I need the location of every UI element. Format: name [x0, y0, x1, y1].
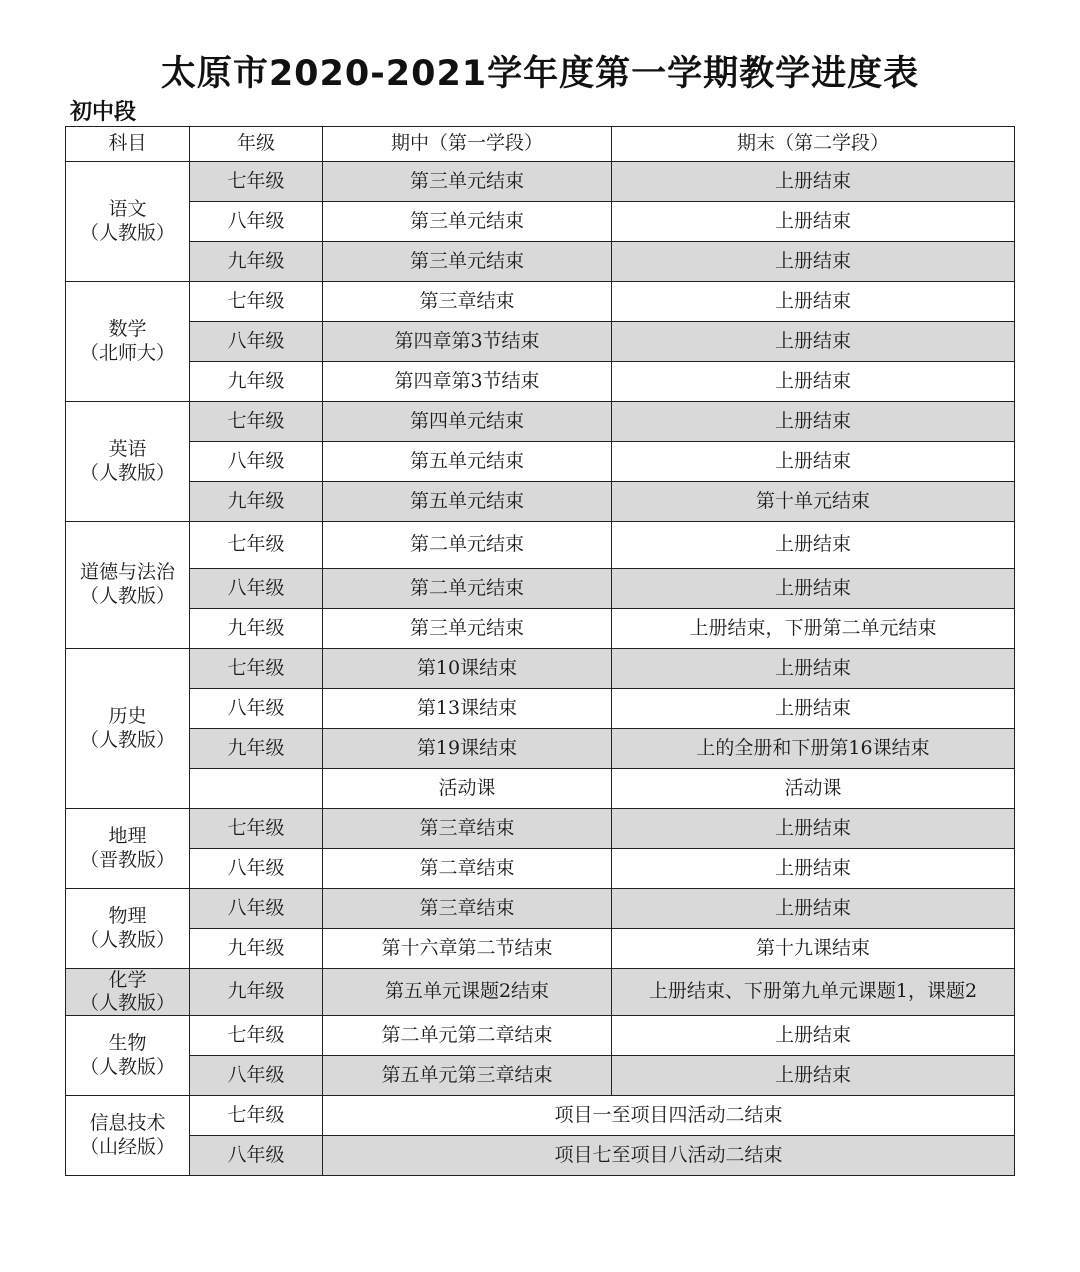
subject-name: 信息技术: [89, 1111, 166, 1134]
midterm-cell: 第三单元结束: [323, 609, 612, 649]
table-row: [66, 202, 1015, 242]
table-row: [66, 362, 1015, 402]
subject-edition: （人教版）: [79, 461, 175, 484]
header-final: 期末（第二学段）: [612, 127, 1015, 162]
final-cell: 活动课: [612, 769, 1015, 809]
final-cell: 上册结束、下册第九单元课题1，课题2: [612, 969, 1015, 1016]
table-row: [66, 769, 1015, 809]
grade-cell: 八年级: [190, 849, 323, 889]
subject-cell: [66, 889, 190, 969]
grade-cell: 八年级: [190, 1136, 323, 1176]
grade-cell: 八年级: [190, 202, 323, 242]
grade-cell: 九年级: [190, 362, 323, 402]
table-row: [66, 1016, 1015, 1056]
grade-cell: 七年级: [190, 1096, 323, 1136]
midterm-cell: 第四章第3节结束: [323, 322, 612, 362]
subject-name: 数学: [108, 317, 147, 340]
table-row: [66, 569, 1015, 609]
final-cell: 上册结束: [612, 1056, 1015, 1096]
table-row: [66, 689, 1015, 729]
grade-cell: 七年级: [190, 1016, 323, 1056]
subject-edition: （人教版）: [79, 221, 175, 244]
final-cell: 上册结束: [612, 849, 1015, 889]
page-title: 太原市2020-2021学年度第一学期教学进度表: [160, 54, 920, 94]
midterm-cell: 第四单元结束: [323, 402, 612, 442]
header-row: [66, 127, 1015, 162]
midterm-cell: 第19课结束: [323, 729, 612, 769]
midterm-cell: 第三单元结束: [323, 202, 612, 242]
grade-cell: 九年级: [190, 482, 323, 522]
grade-cell: [190, 769, 323, 809]
header-subject: 科目: [66, 127, 190, 162]
subject-name: 化学: [108, 969, 147, 992]
table-row: [66, 162, 1015, 202]
midterm-cell: 第二单元结束: [323, 569, 612, 609]
grade-cell: 九年级: [190, 729, 323, 769]
subject-edition: （人教版）: [79, 585, 175, 607]
midterm-cell: 第四章第3节结束: [323, 362, 612, 402]
subject-name: 历史: [108, 704, 147, 727]
subject-name: 地理: [108, 824, 147, 847]
subject-edition: （人教版）: [79, 728, 175, 751]
final-cell: 上册结束: [612, 242, 1015, 282]
subject-cell: [66, 649, 190, 809]
table-row: [66, 889, 1015, 929]
subject-cell: [66, 162, 190, 282]
subject-cell: [66, 522, 190, 649]
midterm-cell: 第二单元结束: [323, 522, 612, 569]
section-label: 初中段: [70, 100, 137, 125]
grade-cell: 八年级: [190, 569, 323, 609]
final-cell: 上册结束: [612, 689, 1015, 729]
midterm-cell: 第三单元结束: [323, 242, 612, 282]
header-grade: 年级: [190, 127, 323, 162]
grade-cell: 七年级: [190, 282, 323, 322]
final-cell: 第十单元结束: [612, 482, 1015, 522]
subject-cell: [66, 282, 190, 402]
grade-cell: 七年级: [190, 162, 323, 202]
table-row: [66, 649, 1015, 689]
grade-cell: 八年级: [190, 889, 323, 929]
grade-cell: 八年级: [190, 322, 323, 362]
table-row: [66, 849, 1015, 889]
grade-cell: 九年级: [190, 609, 323, 649]
final-cell: 上的全册和下册第16课结束: [612, 729, 1015, 769]
table-row: [66, 482, 1015, 522]
grade-cell: 七年级: [190, 649, 323, 689]
final-cell: 上册结束: [612, 889, 1015, 929]
subject-cell: [66, 1096, 190, 1176]
midterm-cell: 第三章结束: [323, 282, 612, 322]
final-cell: 上册结束: [612, 522, 1015, 569]
midterm-cell: 第三单元结束: [323, 162, 612, 202]
subject-name: 道德与法治: [79, 561, 175, 584]
final-cell: 上册结束: [612, 649, 1015, 689]
midterm-cell: 第13课结束: [323, 689, 612, 729]
grade-cell: 九年级: [190, 969, 323, 1016]
subject-edition: （人教版）: [79, 1055, 175, 1078]
table-row: [66, 1096, 1015, 1136]
table-row: [66, 809, 1015, 849]
grade-cell: 八年级: [190, 689, 323, 729]
table-row: [66, 522, 1015, 569]
subject-name: 语文: [108, 197, 147, 220]
grade-cell: 八年级: [190, 1056, 323, 1096]
grade-cell: 九年级: [190, 242, 323, 282]
midterm-cell: 第二单元第二章结束: [323, 1016, 612, 1056]
midterm-cell: 第五单元课题2结束: [323, 969, 612, 1016]
table-row: [66, 729, 1015, 769]
table-row: [66, 609, 1015, 649]
final-cell: 上册结束: [612, 402, 1015, 442]
final-cell: 上册结束: [612, 809, 1015, 849]
grade-cell: 八年级: [190, 442, 323, 482]
subject-edition: （北师大）: [79, 341, 175, 364]
merged-progress-cell: 项目一至项目四活动二结束: [323, 1096, 1015, 1136]
subject-cell: [66, 402, 190, 522]
final-cell: 上册结束: [612, 282, 1015, 322]
grade-cell: 七年级: [190, 402, 323, 442]
subject-edition: （山经版）: [79, 1135, 175, 1158]
final-cell: 上册结束: [612, 1016, 1015, 1056]
subject-edition: （人教版）: [79, 928, 175, 951]
final-cell: 上册结束: [612, 202, 1015, 242]
grade-cell: 九年级: [190, 929, 323, 969]
table-row: [66, 929, 1015, 969]
final-cell: 上册结束: [612, 442, 1015, 482]
subject-cell: [66, 1016, 190, 1096]
merged-progress-cell: 项目七至项目八活动二结束: [323, 1136, 1015, 1176]
table-row: [66, 402, 1015, 442]
subject-edition: （人教版）: [79, 992, 175, 1014]
final-cell: 上册结束: [612, 322, 1015, 362]
table-row: [66, 969, 1015, 1016]
table-row: [66, 442, 1015, 482]
midterm-cell: 第五单元结束: [323, 482, 612, 522]
subject-cell: [66, 969, 190, 1016]
final-cell: 第十九课结束: [612, 929, 1015, 969]
final-cell: 上册结束: [612, 569, 1015, 609]
grade-cell: 七年级: [190, 522, 323, 569]
midterm-cell: 第10课结束: [323, 649, 612, 689]
schedule-table: [65, 126, 1015, 1176]
final-cell: 上册结束，下册第二单元结束: [612, 609, 1015, 649]
subject-edition: （晋教版）: [79, 848, 175, 871]
midterm-cell: 活动课: [323, 769, 612, 809]
midterm-cell: 第五单元第三章结束: [323, 1056, 612, 1096]
midterm-cell: 第五单元结束: [323, 442, 612, 482]
table-row: [66, 1056, 1015, 1096]
subject-name: 英语: [108, 437, 147, 460]
midterm-cell: 第十六章第二节结束: [323, 929, 612, 969]
final-cell: 上册结束: [612, 362, 1015, 402]
subject-cell: [66, 809, 190, 889]
subject-name: 物理: [108, 904, 147, 927]
subject-name: 生物: [108, 1031, 147, 1054]
final-cell: 上册结束: [612, 162, 1015, 202]
table-row: [66, 1136, 1015, 1176]
midterm-cell: 第三章结束: [323, 809, 612, 849]
header-midterm: 期中（第一学段）: [323, 127, 612, 162]
table-row: [66, 282, 1015, 322]
table-row: [66, 322, 1015, 362]
table-row: [66, 242, 1015, 282]
grade-cell: 七年级: [190, 809, 323, 849]
midterm-cell: 第三章结束: [323, 889, 612, 929]
midterm-cell: 第二章结束: [323, 849, 612, 889]
